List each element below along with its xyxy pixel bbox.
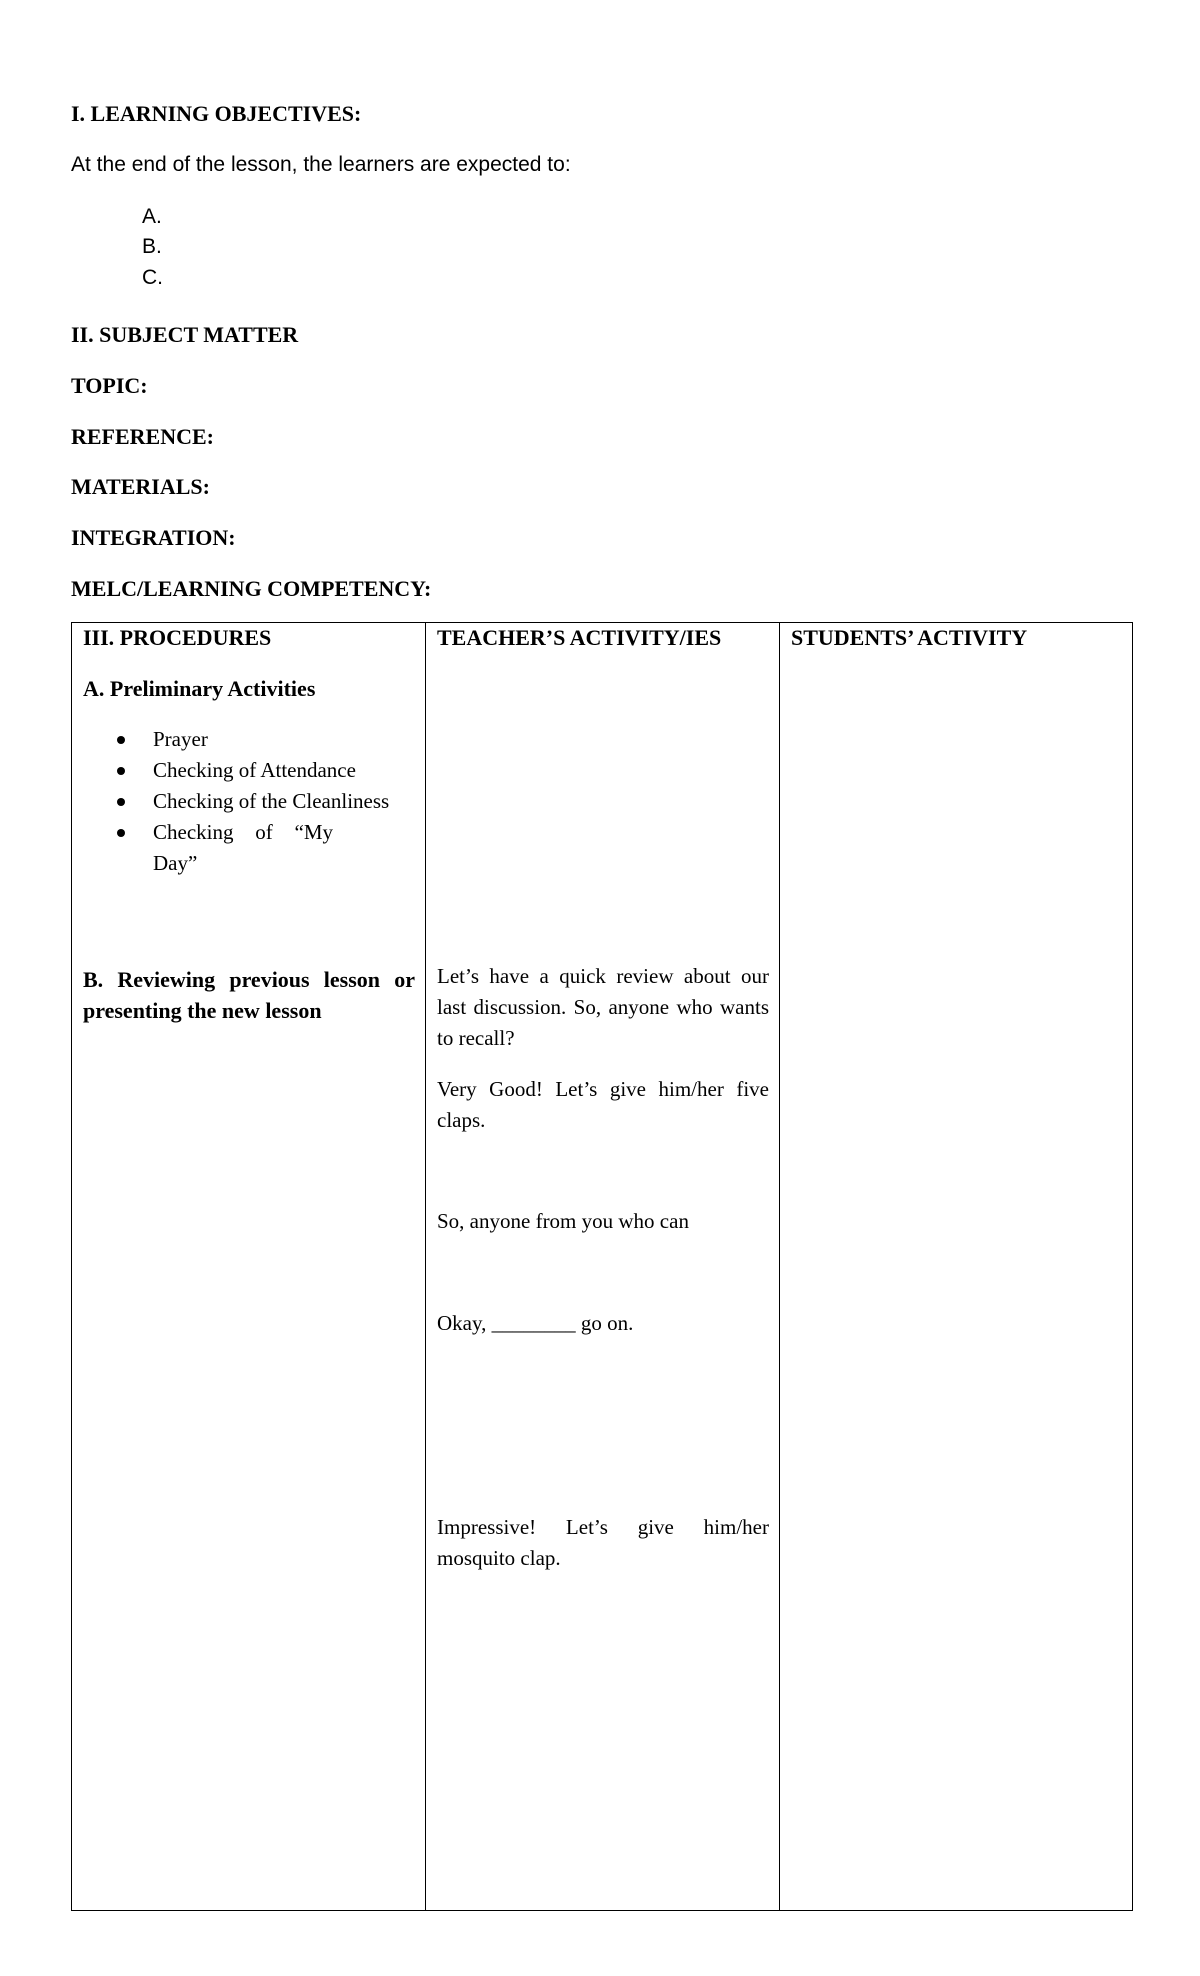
bullet-icon xyxy=(117,736,125,744)
list-item: Checking of Attendance xyxy=(153,755,416,786)
materials-label: MATERIALS: xyxy=(71,474,210,499)
objective-b: B. xyxy=(142,235,162,258)
topic-label: TOPIC: xyxy=(71,373,148,398)
students-activity-header: STUDENTS’ ACTIVITY xyxy=(791,625,1028,650)
list-item: Checking of the Cleanliness xyxy=(153,786,415,817)
preliminary-activities-list xyxy=(153,724,416,879)
melc-label: MELC/LEARNING COMPETENCY: xyxy=(71,576,432,601)
teacher-line-mosquito-clap: Impressive! Let’s give him/her mosquito clap. xyxy=(437,1515,769,1570)
objective-c: C. xyxy=(142,266,163,289)
objective-a: A. xyxy=(142,205,162,228)
teacher-line-five-claps: Very Good! Let’s give him/her five claps. xyxy=(437,1077,769,1132)
reviewing-lesson-title: B. Reviewing previous lesson or presenting the new lesson xyxy=(83,967,415,1023)
subject-matter-heading: II. SUBJECT MATTER xyxy=(71,322,299,347)
column-divider-1 xyxy=(425,622,426,1911)
preliminary-activities-title: A. Preliminary Activities xyxy=(83,676,316,701)
procedures-header: III. PROCEDURES xyxy=(83,625,272,650)
objectives-intro: At the end of the lesson, the learners are expected to: xyxy=(71,153,571,176)
teacher-line-anyone: So, anyone from you who can xyxy=(437,1209,689,1233)
list-item: Checking of “My Day” xyxy=(153,817,333,879)
bullet-icon xyxy=(117,829,125,837)
bullet-icon xyxy=(117,798,125,806)
teacher-activity-header: TEACHER’S ACTIVITY/IES xyxy=(437,625,722,650)
teacher-line-go-on: Okay, ________ go on. xyxy=(437,1311,634,1335)
reference-label: REFERENCE: xyxy=(71,424,215,449)
learning-objectives-heading: I. LEARNING OBJECTIVES: xyxy=(71,101,362,126)
integration-label: INTEGRATION: xyxy=(71,525,236,550)
list-item: Prayer xyxy=(153,724,416,755)
bullet-icon xyxy=(117,767,125,775)
teacher-line-review: Let’s have a quick review about our last discussion. So, anyone who wants to recall? xyxy=(437,964,769,1050)
column-divider-2 xyxy=(779,622,780,1911)
